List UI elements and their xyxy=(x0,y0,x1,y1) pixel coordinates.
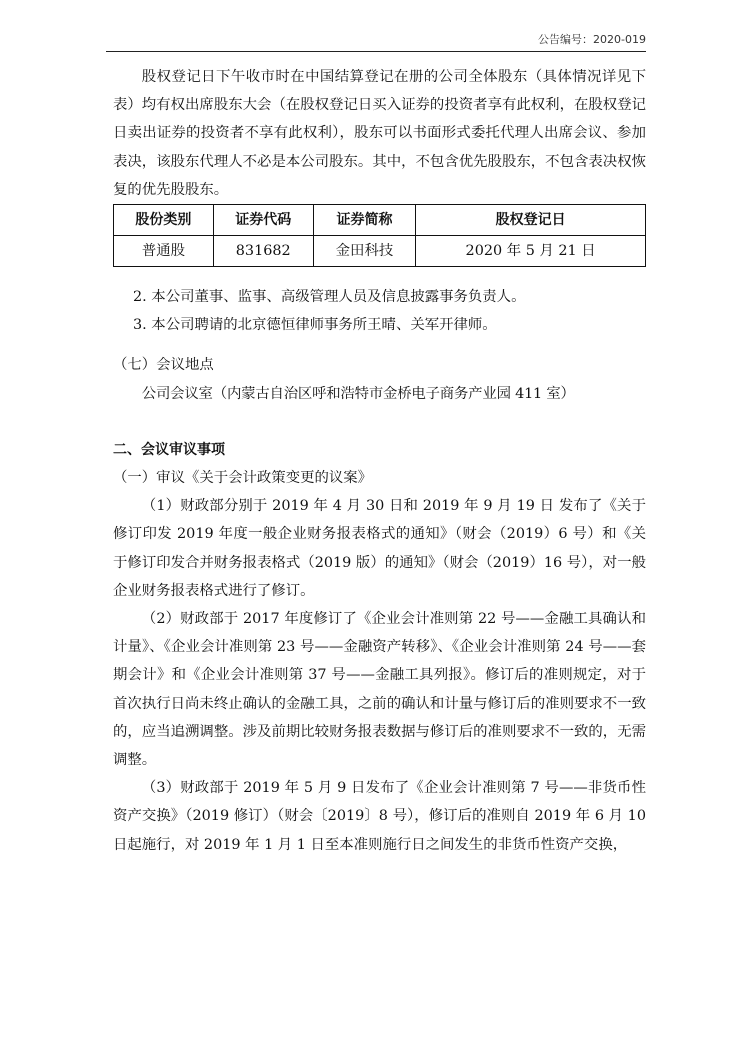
body-paragraph: （1）财政部分别于 2019 年 4 月 30 日和 2019 年 9 月 19 日 发布了《关于修订印发 2019 年度一般企业财务报表格式的通知》（财会（2019）6 号）和《关于修订印发合并财务报表格式（2019 版）的通知》（财会（2019）16 号），对一般企业财务报表格式进行了修订。 xyxy=(113,498,646,599)
column-header: 股份类别 xyxy=(114,205,214,236)
registration-table xyxy=(113,204,646,267)
notice-number: 公告编号：2020-019 xyxy=(538,33,646,46)
table-header-row xyxy=(114,205,646,236)
intro-paragraph: 股权登记日下午收市时在中国结算登记在册的公司全体股东（具体情况详见下表）均有权出席股东大会（在股权登记日买入证券的投资者享有此权利，在股权登记日卖出证券的投资者不享有此权利），股东可以书面形式委托代理人出席会议、参加表决，该股东代理人不必是本公司股东。其中，不包含优先股股东，不包含表决权恢复的优先股股东。 xyxy=(113,69,646,198)
location-text: 公司会议室（内蒙古自治区呼和浩特市金桥电子商务产业园 411 室） xyxy=(141,385,575,402)
page-header xyxy=(106,29,646,52)
table-cell: 831682 xyxy=(213,236,313,267)
column-header: 证券简称 xyxy=(313,205,416,236)
location-heading: （七）会议地点 xyxy=(113,357,214,374)
section-title: 二、会议审议事项 xyxy=(113,441,225,458)
column-header: 证券代码 xyxy=(213,205,313,236)
body-paragraph: （2）财政部于 2017 年度修订了《企业会计准则第 22 号——金融工具确认和计量》、《企业会计准则第 23 号——金融资产转移》、《企业会计准则第 24 号——套期会计》和《企业会计准则第 37 号——金融工具列报》。修订后的准则规定，对于首次执行日尚未终止确认的金融工具，之前的确认和计量与修订后的准则要求不一致的，应当追溯调整。涉及前期比较财务报表数据与修订后的准则要求不一致的，无需调整。 xyxy=(113,611,646,769)
table-cell: 金田科技 xyxy=(313,236,416,267)
subsection-title: （一）审议《关于会计政策变更的议案》 xyxy=(113,470,373,487)
list-item: 3. 本公司聘请的北京德恒律师事务所王晴、关军开律师。 xyxy=(133,317,497,334)
table-row xyxy=(114,236,646,267)
body-paragraph: （3）财政部于 2019 年 5 月 9 日发布了《企业会计准则第 7 号——非货币性资产交换》（2019 修订）（财会〔2019〕8 号），修订后的准则自 2019 年 6 月 10 日起施行，对 2019 年 1 月 1 日至本准则施行日之间发生的非货币性资产交换， xyxy=(113,780,646,853)
document-body xyxy=(113,63,646,859)
column-header: 股权登记日 xyxy=(416,205,646,236)
list-item: 2. 本公司董事、监事、高级管理人员及信息披露事务负责人。 xyxy=(133,289,526,306)
table-cell: 普通股 xyxy=(114,236,214,267)
table-cell: 2020 年 5 月 21 日 xyxy=(416,236,646,267)
